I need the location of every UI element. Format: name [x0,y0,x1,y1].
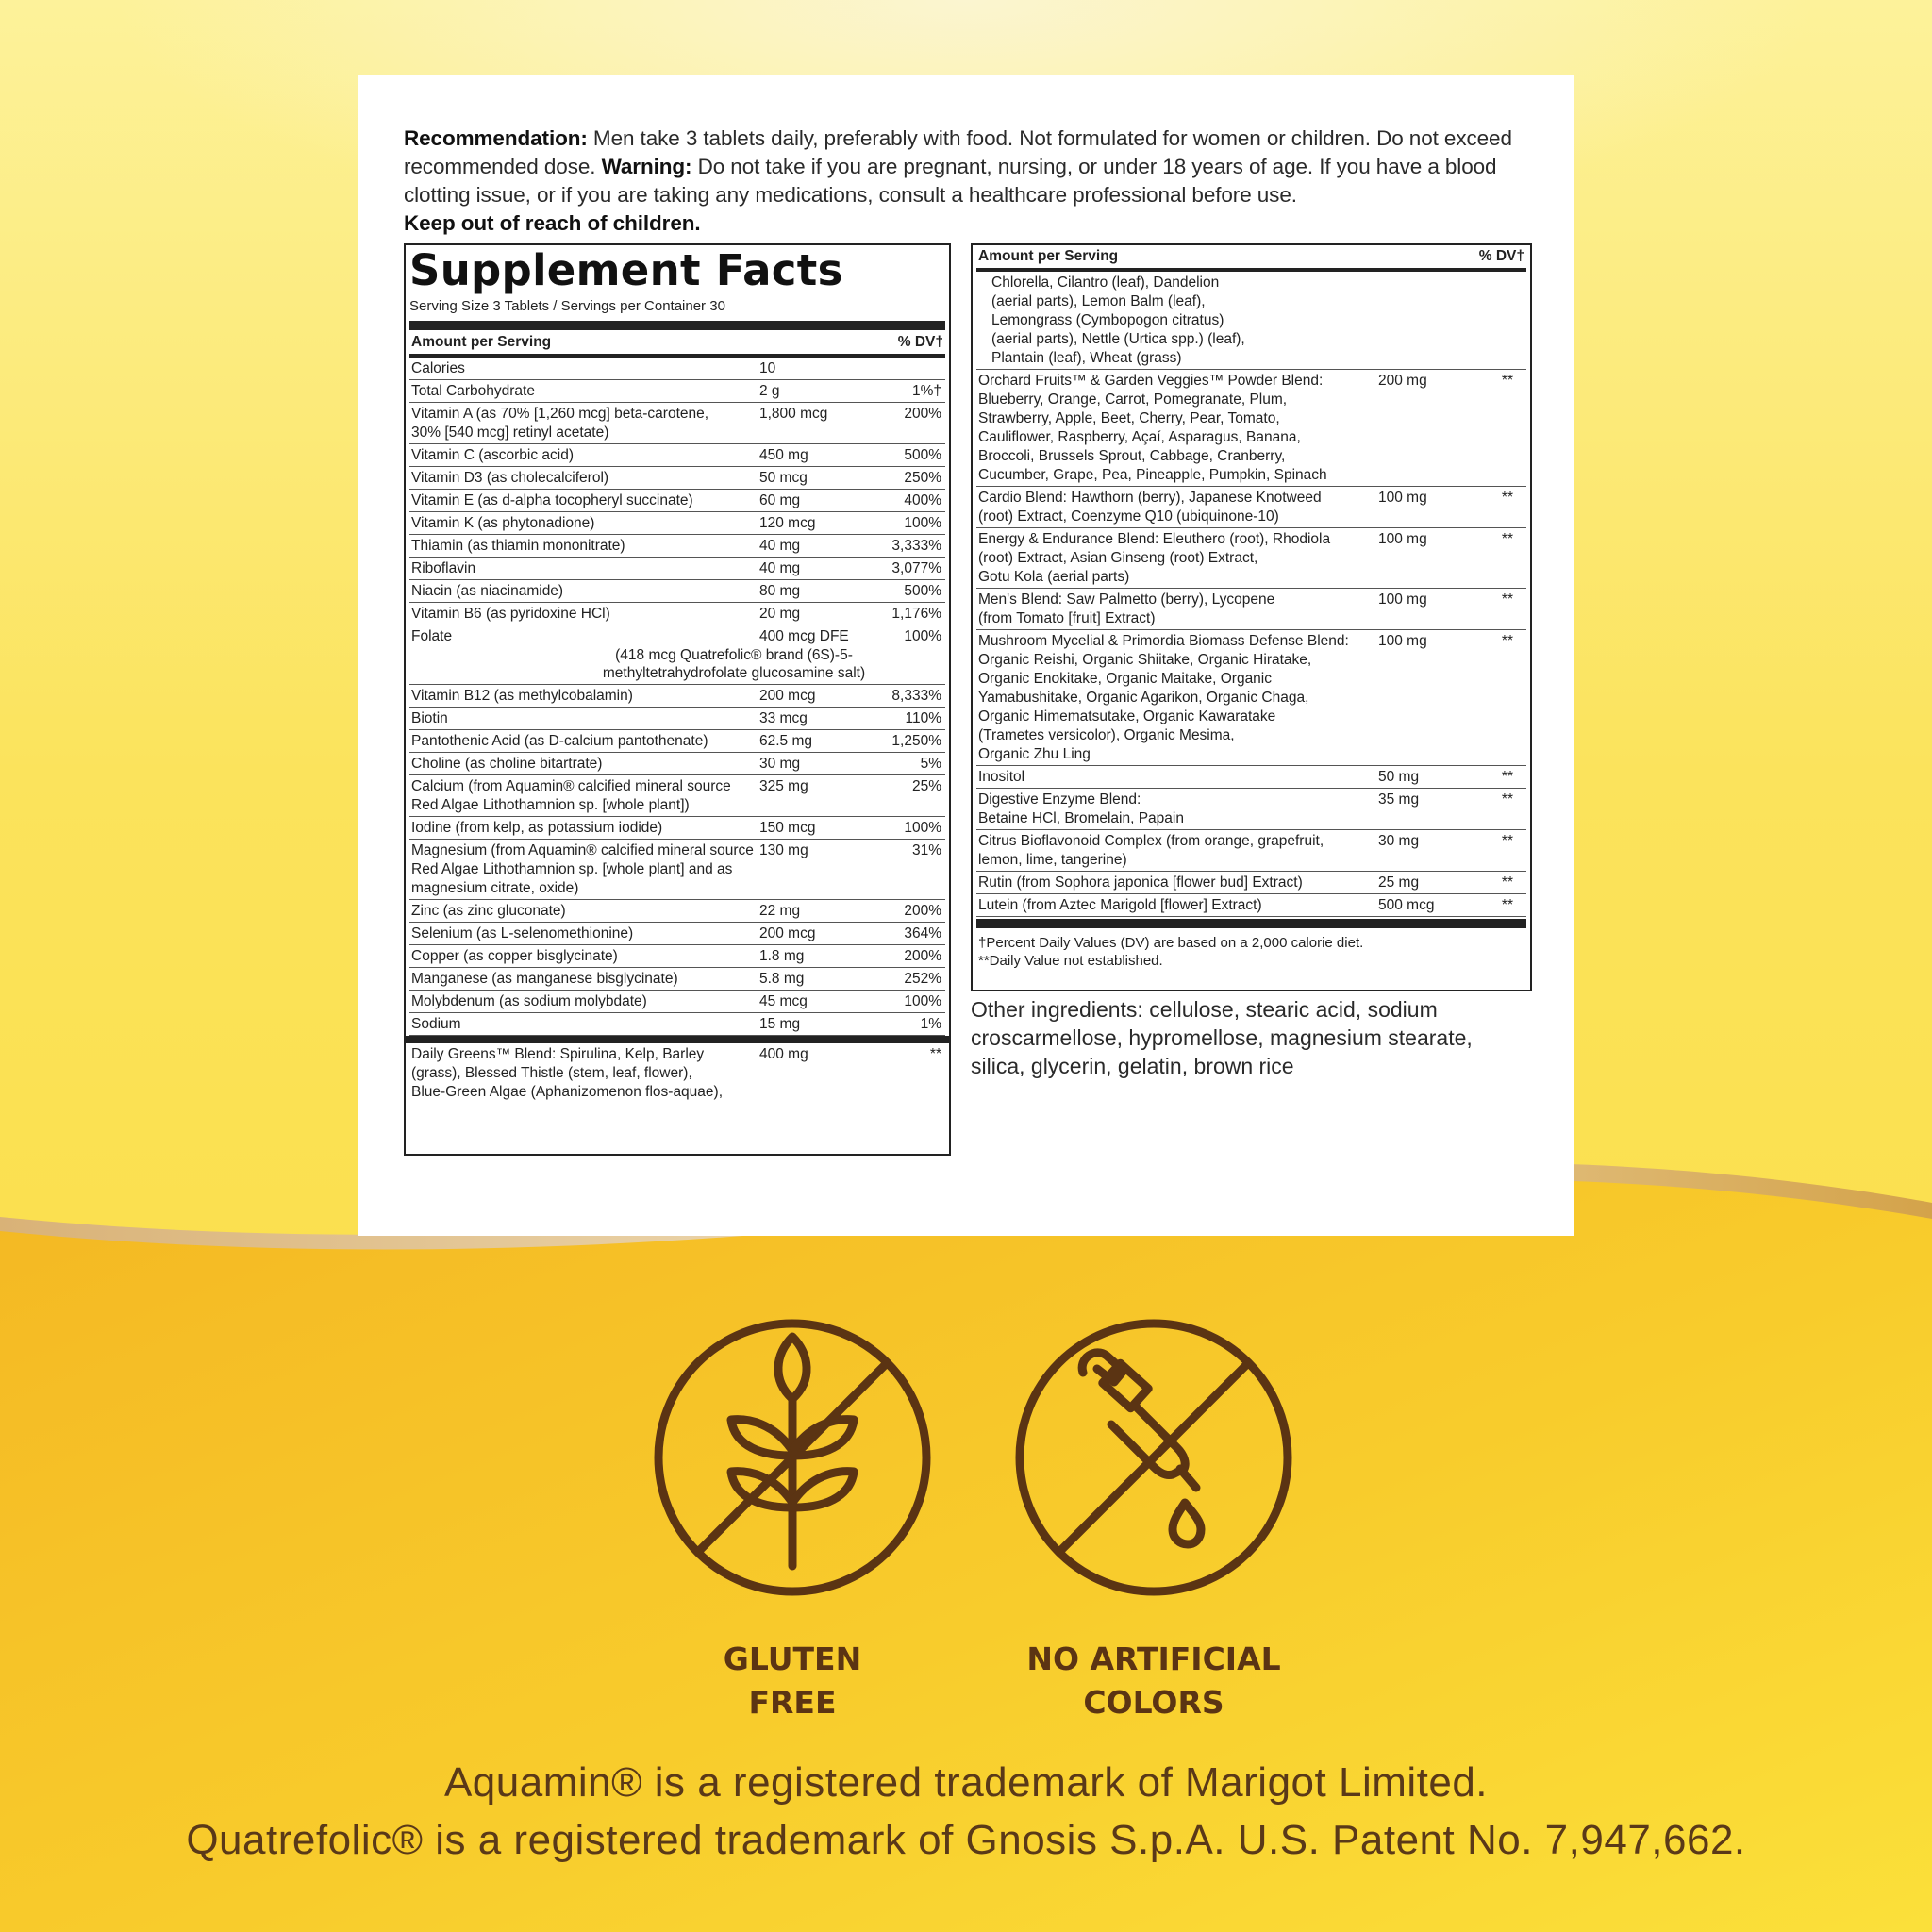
nutrient-amount: 130 mg [759,842,808,858]
nutrient-dv: ** [1501,490,1513,506]
nutrient-name: Zinc (as zinc gluconate) [411,903,566,919]
table-row [409,753,945,775]
nutrient-amount: 200 mcg [759,688,816,704]
nutrient-amount: 5.8 mg [759,971,805,987]
table-row [976,528,1526,589]
nutrient-amount: 200 mg [1378,373,1427,389]
nutrient-amount: 10 [759,360,776,376]
table-row [409,558,945,580]
table-row [409,730,945,753]
header-dv: % DV† [897,334,943,350]
nutrient-dv: 200% [904,903,941,919]
facts-rows-right [976,272,1526,917]
table-row [976,487,1526,528]
keep-out-text: Keep out of reach of children. [404,211,701,235]
nutrient-dv: ** [1501,591,1513,608]
nutrient-amount: 100 mg [1378,531,1427,547]
table-row [409,358,945,380]
nutrient-amount: 30 mg [1378,833,1420,849]
nutrient-name: Thiamin (as thiamin mononitrate) [411,538,625,554]
nutrient-name: Sodium [411,1016,461,1032]
nutrient-name: Energy & Endurance Blend: Eleuthero (root), Rhodiola (root) Extract, Asian Ginseng (root) Extract, Gotu Kola (aerial parts) [978,531,1331,585]
label-panel [358,75,1574,1236]
nutrient-name: Cardio Blend: Hawthorn (berry), Japanese Knotweed (root) Extract, Coenzyme Q10 (ubiquinone-10) [978,490,1322,525]
table-row [409,603,945,625]
nutrient-dv: 8,333% [891,688,941,704]
folate-source: (418 mcg Quatrefolic® brand (6S)-5- methyltetrahydrofolate glucosamine salt) [602,647,866,681]
supplement-facts-left [404,243,951,1156]
nutrient-dv: 100% [904,993,941,1009]
trademark-aquamin: Aquamin® is a registered trademark of Marigot Limited. [443,1759,1489,1806]
nutrient-dv: 1,176% [891,606,941,622]
nutrient-name: Iodine (from kelp, as potassium iodide) [411,820,663,836]
nutrient-amount: 35 mg [1378,791,1420,808]
nutrient-name: Vitamin B6 (as pyridoxine HCl) [411,606,610,622]
table-row [409,817,945,840]
nutrient-name: Vitamin E (as d-alpha tocopheryl succinate) [411,492,693,508]
folate-dv: 100% [904,628,941,644]
daily-greens-name: Daily Greens™ Blend: Spirulina, Kelp, Barley (grass), Blessed Thistle (stem, leaf, flower), Blue-Green Algae (Aphanizomenon flos-aquae), [411,1046,724,1100]
nutrient-amount: 200 mcg [759,925,816,941]
supplement-facts-right [971,243,1532,991]
nutrient-dv: 3,077% [891,560,941,576]
nutrient-dv: ** [1501,874,1513,891]
nutrient-name: Selenium (as L-selenomethionine) [411,925,634,941]
recommendation-body: Men take 3 tablets daily, preferably with food. Not formulated for women or children. Do not exceed recommended dose. [404,126,1512,178]
nutrient-amount: 20 mg [759,606,801,622]
dv-footnote: †Percent Daily Values (DV) are based on a 2,000 calorie diet. **Daily Value not established. [978,935,1364,969]
nutrient-amount: 25 mg [1378,874,1420,891]
divider-thick [409,321,945,330]
nutrient-amount: 33 mcg [759,710,808,726]
nutrient-name: Magnesium (from Aquamin® calcified mineral source Red Algae Lithothamnion sp. [whole plant] and as magnesium citrate, oxide) [411,842,754,896]
serving-size: Serving Size 3 Tablets / Servings per Container 30 [409,298,725,314]
nutrient-dv: 31% [911,842,941,858]
divider-thick-right [976,919,1526,928]
table-row [409,490,945,512]
table-row [976,589,1526,630]
table-row [409,380,945,403]
nutrient-amount: 100 mg [1378,591,1427,608]
nutrient-amount: 45 mcg [759,993,808,1009]
nutrient-dv: 364% [904,925,941,941]
nutrient-dv: 1,250% [891,733,941,749]
recommendation-label: Recommendation: [404,126,588,150]
nutrient-amount: 40 mg [759,560,801,576]
nutrient-amount: 40 mg [759,538,801,554]
other-ingredients: Other ingredients: cellulose, stearic acid, sodium croscarmellose, hypromellose, magnesium stearate, silica, glycerin, gelatin, brown rice [971,997,1473,1078]
nutrient-name: Total Carbohydrate [411,383,535,399]
nutrient-dv: 110% [905,710,941,726]
table-row [409,403,945,444]
table-row [409,1013,945,1036]
nutrient-amount: 100 mg [1378,633,1427,649]
nutrient-amount: 1.8 mg [759,948,805,964]
nutrient-dv: ** [1501,633,1513,649]
table-row [976,370,1526,487]
nutrient-dv: ** [1501,833,1513,849]
nutrient-name: Biotin [411,710,448,726]
nutrient-dv: 500% [904,583,941,599]
nutrient-name: Manganese (as manganese bisglycinate) [411,971,678,987]
nutrient-name: Orchard Fruits™ & Garden Veggies™ Powder Blend: Blueberry, Orange, Carrot, Pomegranate, Plum, Strawberry, Apple, Beet, Cherry, Pear, Tomato, Cauliflower, Raspberry, Açaí, Asparagus, Banana, Broccoli, Brussels Sprout, Cabbage, Cranberry, Cucumber, Grape, Pea, Pineapple, Pumpkin, Spinach [978,373,1327,483]
trademark-quatrefolic: Quatrefolic® is a registered trademark of Gnosis S.p.A. U.S. Patent No. 7,947,662. [186,1817,1746,1863]
folate-amount: 400 mcg DFE [759,628,849,644]
nutrient-name: Vitamin B12 (as methylcobalamin) [411,688,633,704]
nutrient-name: Mushroom Mycelial & Primordia Biomass Defense Blend: Organic Reishi, Organic Shiitake, Organic Hiratake, Organic Enokitake, Organic Maitake, Organic Yamabushitake, Organic Agarikon, Organic Chaga, Organic Himematsutake, Organic Kawaratake (Trametes versicolor), Organic Mesima, Organic Zhu Ling [978,633,1349,762]
nutrient-amount: 80 mg [759,583,801,599]
nutrient-name: Copper (as copper bisglycinate) [411,948,618,964]
nutrient-name: Vitamin K (as phytonadione) [411,515,595,531]
nutrient-amount: 62.5 mg [759,733,813,749]
nutrient-dv: ** [1501,373,1513,389]
header-amount-right: Amount per Serving [978,248,1119,264]
nutrient-amount: 50 mg [1378,769,1420,785]
table-row [409,708,945,730]
table-row [409,945,945,968]
supplement-facts-title: Supplement Facts [409,245,843,295]
nutrient-name: Niacin (as niacinamide) [411,583,564,599]
nutrient-dv: ** [1501,531,1513,547]
daily-greens-amount: 400 mg [759,1046,808,1062]
nutrient-amount: 2 g [759,383,780,399]
nutrient-name: Digestive Enzyme Blend: Betaine HCl, Bromelain, Papain [978,791,1184,826]
nutrient-name: Calcium (from Aquamin® calcified mineral source Red Algae Lithothamnion sp. [whole plant]) [411,778,731,813]
table-row [409,775,945,817]
divider-thick [406,1036,949,1043]
table-row [409,900,945,923]
nutrient-amount: 30 mg [759,756,801,772]
table-row-folate [409,625,945,685]
nutrient-name: Vitamin C (ascorbic acid) [411,447,574,463]
nutrient-name: Inositol [978,769,1025,785]
table-row [409,923,945,945]
table-row [409,467,945,490]
table-row [409,968,945,991]
nutrient-amount: 1,800 mcg [759,406,828,422]
nutrient-name: Riboflavin [411,560,476,576]
folate-name: Folate [411,628,453,644]
gluten-free-wheat-icon [651,1316,934,1599]
nutrient-dv: 200% [904,948,941,964]
nutrient-dv: 252% [904,971,941,987]
nutrient-dv: 100% [904,515,941,531]
nutrient-name: Pantothenic Acid (as D-calcium pantothenate) [411,733,708,749]
nutrient-dv: ** [1501,897,1513,913]
nutrient-name: Rutin (from Sophora japonica [flower bud] Extract) [978,874,1303,891]
nutrient-amount: 150 mcg [759,820,816,836]
nutrient-dv: 500% [904,447,941,463]
nutrient-name: Vitamin D3 (as cholecalciferol) [411,470,609,486]
nutrient-amount: 50 mcg [759,470,808,486]
table-row [409,580,945,603]
table-row [409,512,945,535]
header-dv-right: % DV† [1478,248,1524,264]
nutrient-dv: 250% [904,470,941,486]
no-artificial-colors-dropper-icon [1012,1316,1295,1599]
continued-blend-text: Chlorella, Cilantro (leaf), Dandelion (aerial parts), Lemon Balm (leaf), Lemongrass (Cymbopogon citratus) (aerial parts), Nettle (Urtica spp.) (leaf), Plantain (leaf), Wheat (grass) [991,275,1245,366]
table-row [409,840,945,900]
nutrient-name: Men's Blend: Saw Palmetto (berry), Lycopene (from Tomato [fruit] Extract) [978,591,1275,626]
table-row [409,444,945,467]
table-row [409,535,945,558]
facts-header [406,330,949,354]
table-row [976,630,1526,766]
nutrient-amount: 450 mg [759,447,808,463]
header-amount: Amount per Serving [411,334,552,350]
facts-header-right [973,245,1530,268]
nutrient-name: Vitamin A (as 70% [1,260 mcg] beta-carotene, 30% [540 mcg] retinyl acetate) [411,406,709,441]
warning-label: Warning: [601,155,692,178]
facts-rows [409,358,945,1103]
gluten-free-label: GLUTEN FREE [723,1641,862,1721]
table-row [976,894,1526,917]
table-row [976,830,1526,872]
nutrient-name: Lutein (from Aztec Marigold [flower] Extract) [978,897,1262,913]
nutrient-dv: 1%† [911,383,941,399]
nutrient-dv: 3,333% [891,538,941,554]
table-row [976,766,1526,789]
nutrient-dv [859,359,943,378]
nutrient-name: Molybdenum (as sodium molybdate) [411,993,647,1009]
nutrient-amount: 60 mg [759,492,801,508]
nutrient-amount: 100 mg [1378,490,1427,506]
table-row-continued [976,272,1526,370]
nutrient-dv: 200% [904,406,941,422]
nutrient-amount: 15 mg [759,1016,801,1032]
nutrient-amount: 22 mg [759,903,801,919]
nutrient-dv: 100% [904,820,941,836]
nutrient-dv: ** [1501,769,1513,785]
table-row [409,685,945,708]
nutrient-dv: 400% [904,492,941,508]
nutrient-name: Choline (as choline bitartrate) [411,756,603,772]
nutrient-name: Citrus Bioflavonoid Complex (from orange, grapefruit, lemon, lime, tangerine) [978,833,1324,868]
nutrient-dv: 5% [920,756,941,772]
table-row-daily-greens [409,1043,945,1103]
nutrient-amount: 325 mg [759,778,808,794]
nutrient-dv: 1% [920,1016,941,1032]
nutrient-name: Calories [411,360,465,376]
warning-body: Do not take if you are pregnant, nursing, or under 18 years of age. If you have a blood clotting issue, or if you are taking any medications, consult a healthcare professional before use. [404,155,1497,207]
no-artificial-colors-label: NO ARTIFICIAL COLORS [1026,1641,1281,1721]
nutrient-amount: 120 mcg [759,515,816,531]
table-row [409,991,945,1013]
table-row [976,872,1526,894]
nutrient-dv: 25% [911,778,941,794]
table-row [976,789,1526,830]
recommendation-text [404,125,1536,238]
daily-greens-dv: ** [929,1046,941,1062]
nutrient-amount: 500 mcg [1378,897,1435,913]
nutrient-dv: ** [1501,791,1513,808]
